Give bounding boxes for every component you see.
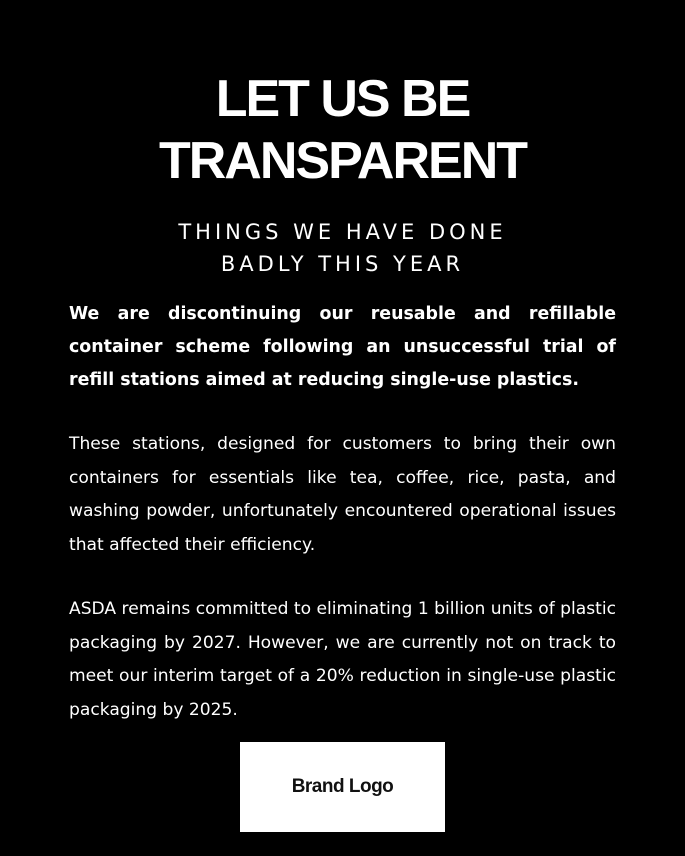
commitment-paragraph: ASDA remains committed to eliminating 1 billion units of plastic packaging by 2027. However, we are currently not on track to meet our interim target of a 20% reduction in single-use plastic packaging by 2025.: [69, 599, 616, 720]
title-line-2: TRANSPARENT: [158, 132, 527, 190]
brand-logo-label: Brand Logo: [291, 776, 394, 797]
page-title: [0, 68, 685, 192]
title-line-1: LET US BE: [215, 70, 470, 128]
intro-paragraph: We are discontinuing our reusable and refillable container scheme following an unsuccessful trial of refill stations aimed at reducing single-use plastics.: [69, 304, 616, 390]
page-subtitle: [0, 216, 685, 280]
subtitle-line-1: THINGS WE HAVE DONE: [178, 220, 507, 244]
refill-stations-paragraph: These stations, designed for customers to bring their own containers for essentials like tea, coffee, rice, pasta, and washing powder, unfortunately encountered operational issues that affected their efficiency.: [69, 434, 616, 555]
brand-logo-box: [240, 742, 445, 832]
subtitle-line-2: BADLY THIS YEAR: [220, 252, 465, 276]
